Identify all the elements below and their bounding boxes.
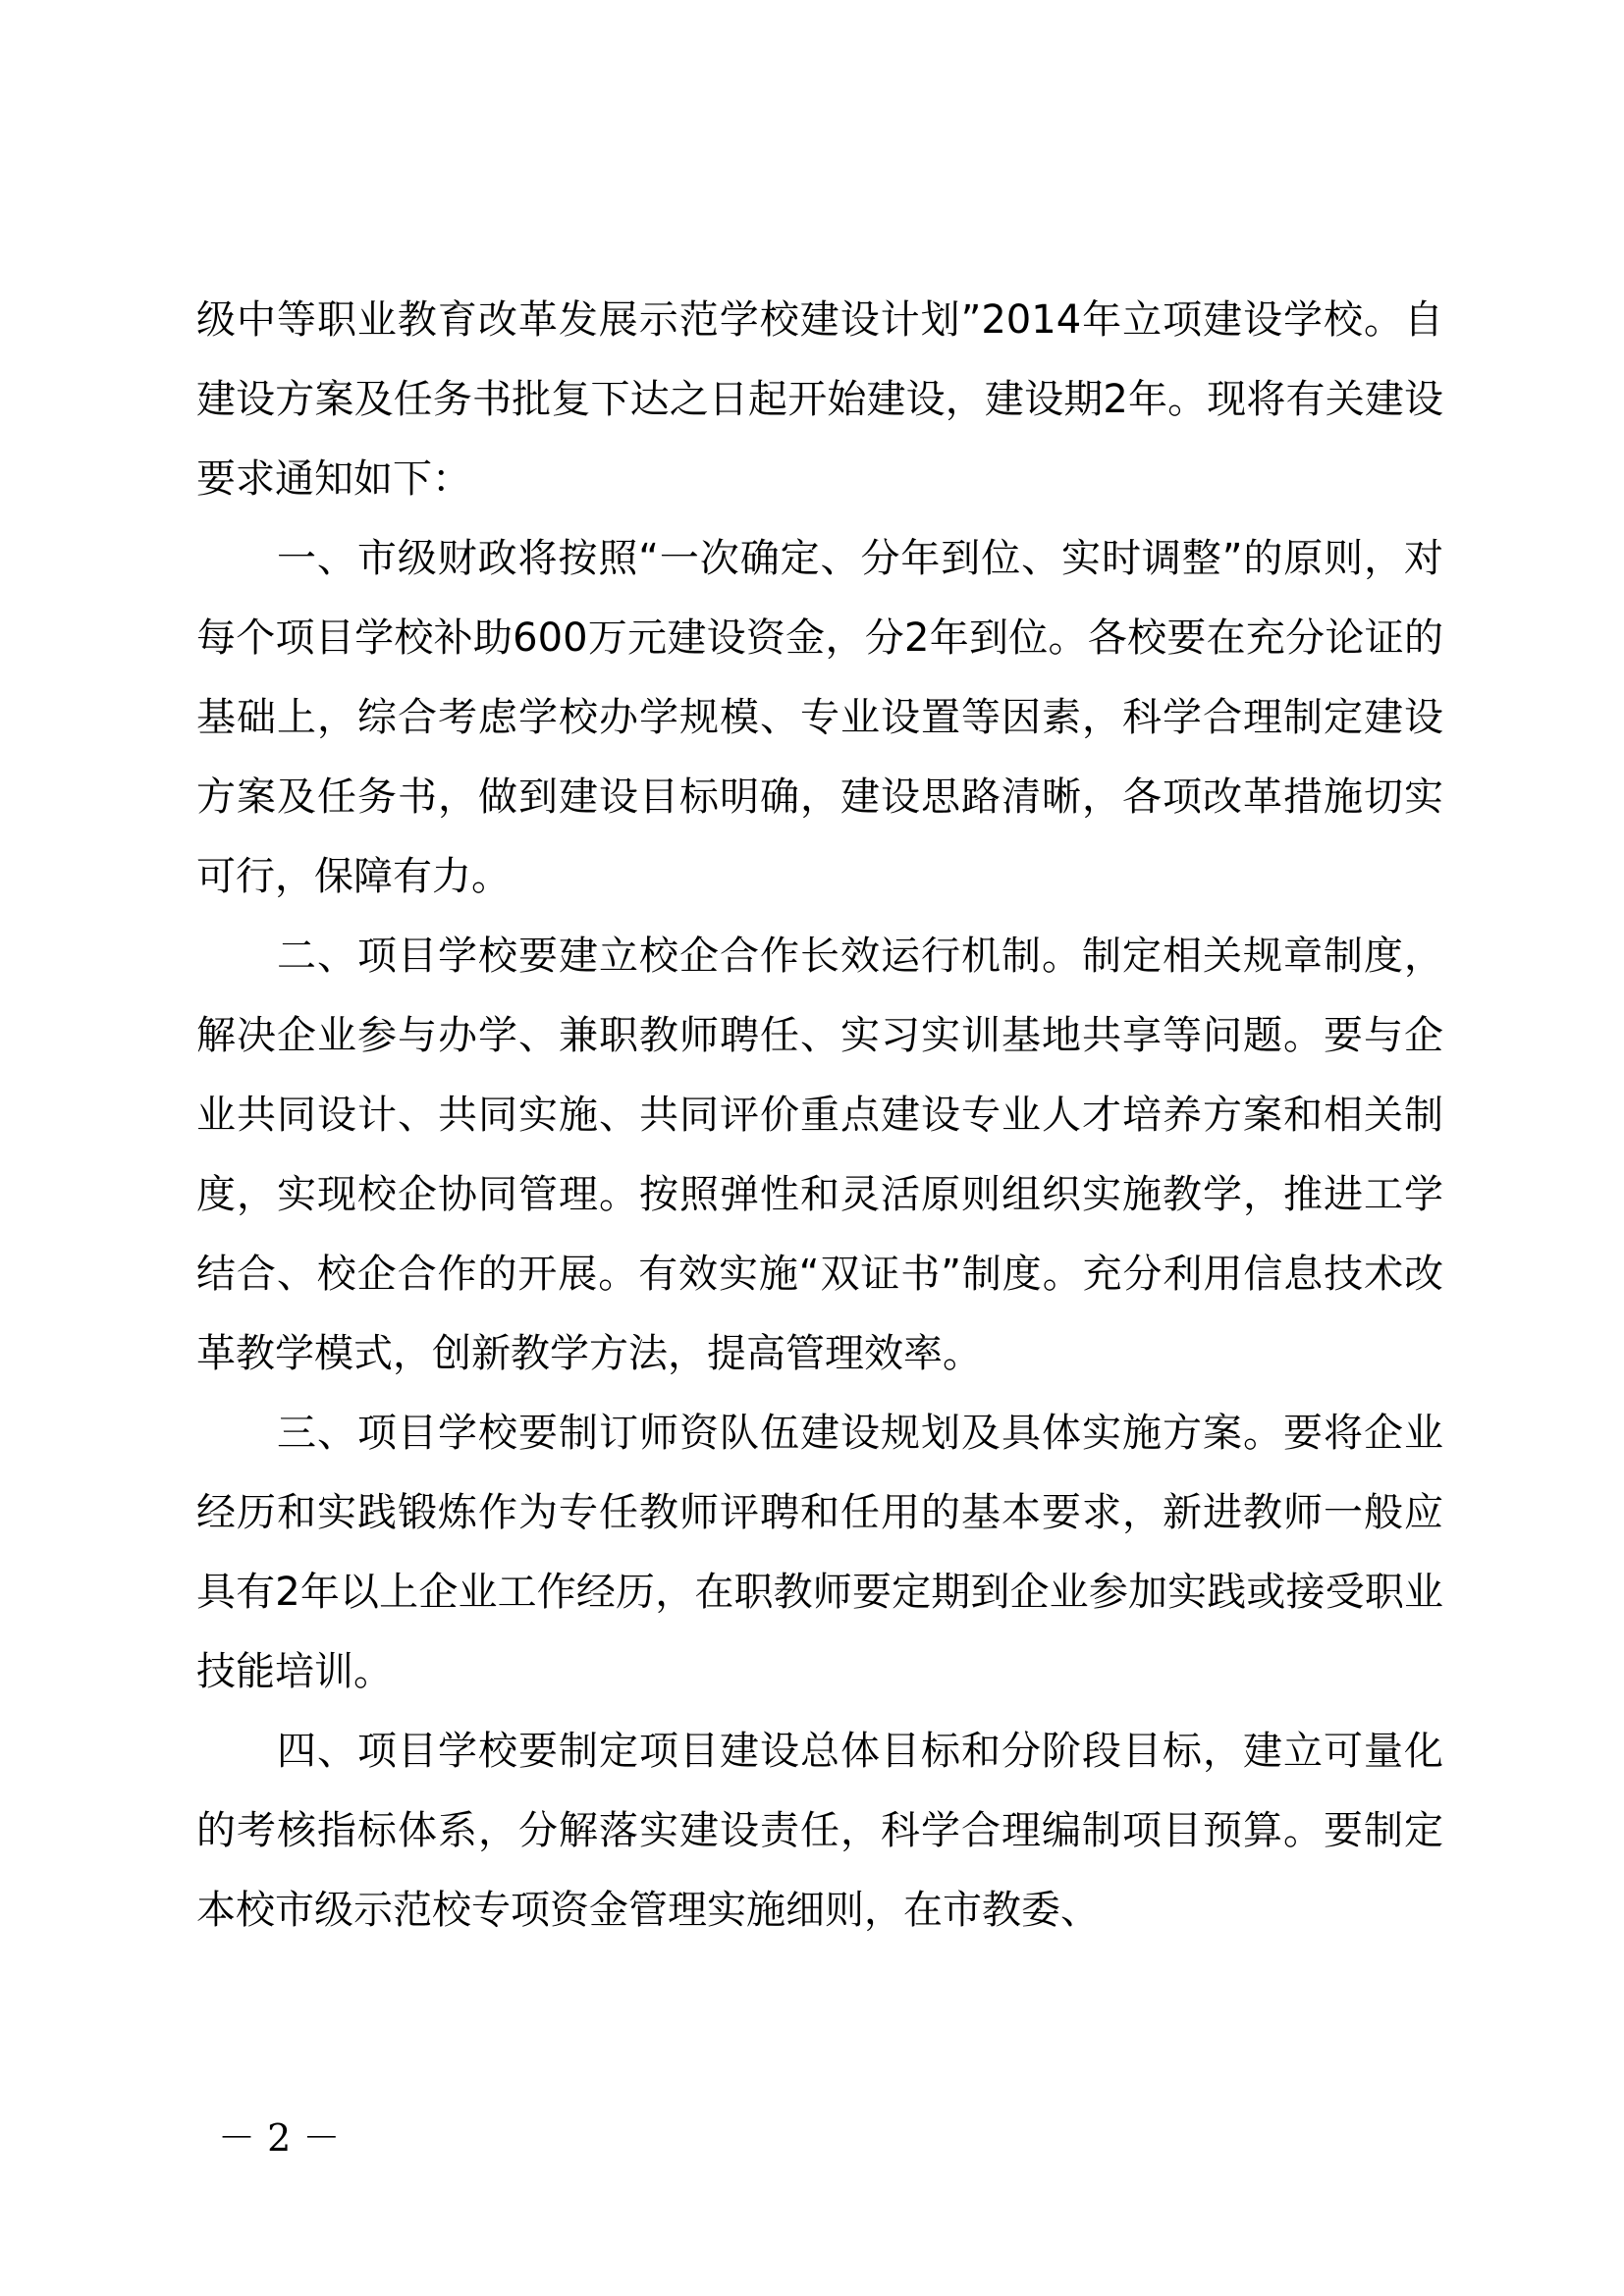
- paragraph-item-1: 一、市级财政将按照“一次确定、分年到位、实时调整”的原则，对每个项目学校补助600万元建设资金，分2年到位。各校要在充分论证的基础上，综合考虑学校办学规模、专业设置等因素，科学合理制定建设方案及任务书，做到建设目标明确，建设思路清晰，各项改革措施切实可行，保障有力。: [196, 536, 1443, 899]
- paragraph-item-2: 二、项目学校要建立校企合作长效运行机制。制定相关规章制度，解决企业参与办学、兼职教师聘任、实习实训基地共享等问题。要与企业共同设计、共同实施、共同评价重点建设专业人才培养方案和相关制度，实现校企协同管理。按照弹性和灵活原则组织实施教学，推进工学结合、校企合作的开展。有效实施“双证书”制度。充分利用信息技术改革教学模式，创新教学方法，提高管理效率。: [196, 934, 1443, 1376]
- paragraph-item-3: 三、项目学校要制订师资队伍建设规划及具体实施方案。要将企业经历和实践锻炼作为专任教师评聘和任用的基本要求，新进教师一般应具有2年以上企业工作经历，在职教师要定期到企业参加实践或接受职业技能培训。: [196, 1411, 1443, 1694]
- body-text: [196, 281, 1443, 1950]
- paragraph-item-4: 四、项目学校要制定项目建设总体目标和分阶段目标，建立可量化的考核指标体系，分解落实建设责任，科学合理编制项目预算。要制定本校市级示范校专项资金管理实施细则，在市教委、: [196, 1729, 1443, 1933]
- page-number: － 2 －: [218, 2116, 341, 2160]
- paragraph-intro: 级中等职业教育改革发展示范学校建设计划”2014年立项建设学校。自建设方案及任务书批复下达之日起开始建设，建设期2年。现将有关建设要求通知如下：: [196, 297, 1443, 502]
